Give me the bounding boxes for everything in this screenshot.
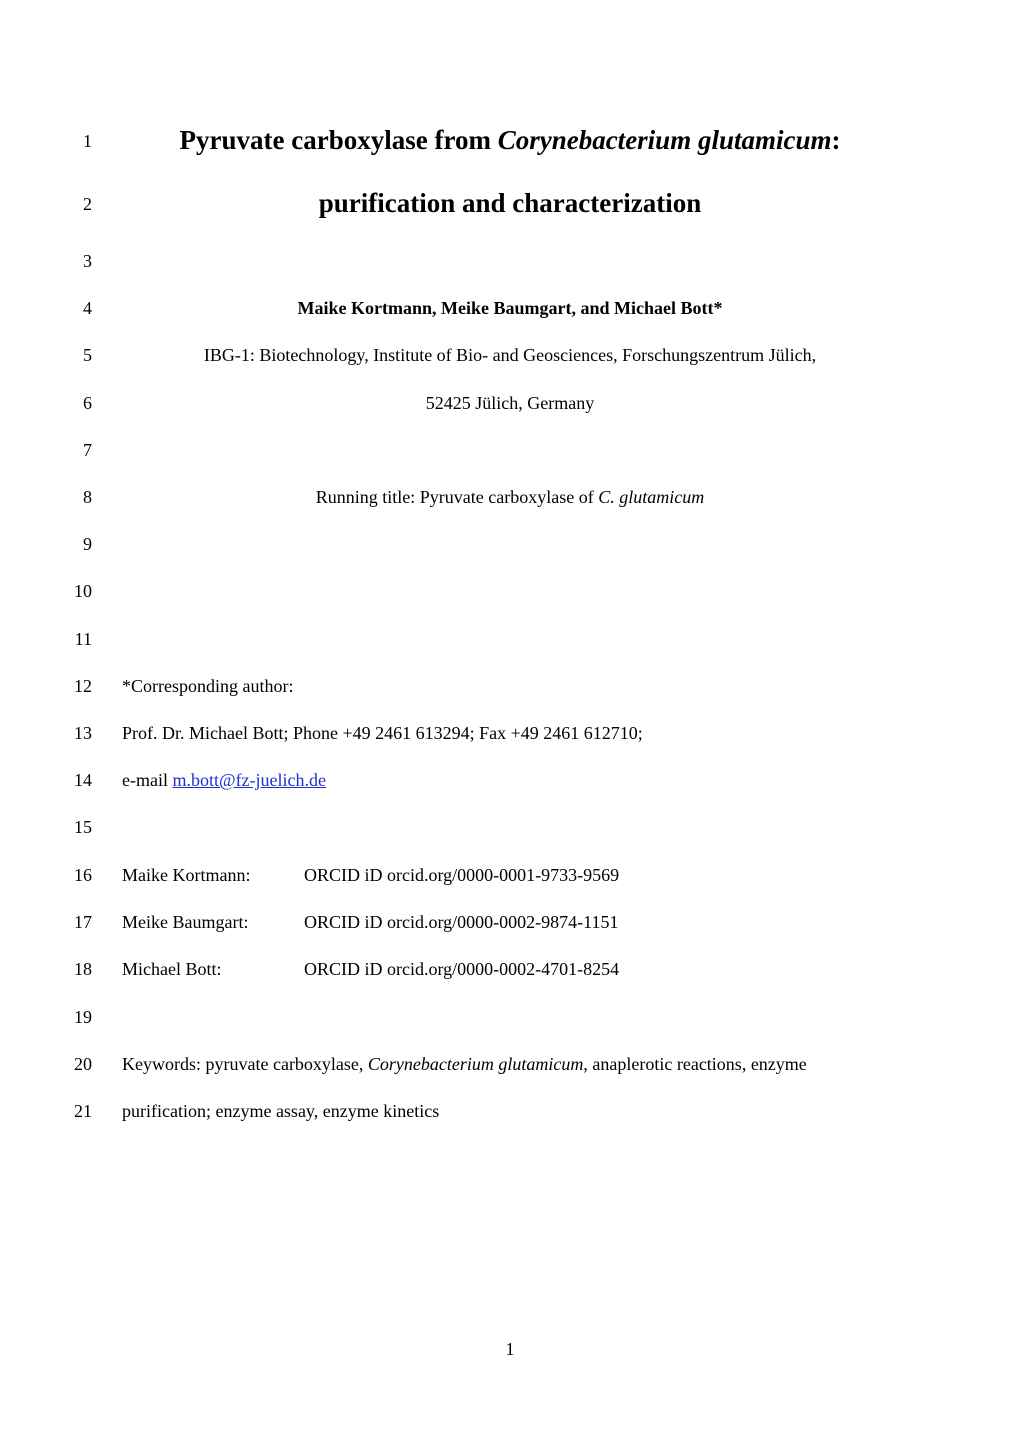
line-number: 11: [74, 629, 92, 649]
title-text: Pyruvate carboxylase from: [179, 125, 498, 155]
running-title: [122, 486, 898, 508]
authors: Maike Kortmann, Meike Baumgart, and Michael Bott*: [297, 298, 723, 318]
keywords-suffix: , anaplerotic reactions, enzyme: [583, 1054, 807, 1074]
line-number: 3: [83, 251, 92, 271]
keywords-species: Corynebacterium glutamicum: [367, 1054, 584, 1074]
title-line-2: purification and characterization: [318, 188, 702, 218]
line-number: 12: [74, 676, 92, 696]
line-number: 14: [74, 770, 92, 790]
title-line-1: [122, 124, 898, 156]
line-number: 2: [83, 194, 92, 214]
line-number: 1: [83, 131, 92, 151]
corresponding-heading: *Corresponding author:: [122, 676, 294, 696]
orcid-author-name: Maike Kortmann:: [122, 865, 251, 885]
orcid-author-name: Meike Baumgart:: [122, 912, 249, 932]
title-species: Corynebacterium glutamicum: [497, 125, 832, 155]
line-number: 8: [83, 487, 92, 507]
line-number: 21: [74, 1101, 92, 1121]
page-number: 1: [505, 1339, 515, 1359]
line-number: 17: [74, 912, 92, 932]
corresponding-email-line: [122, 769, 326, 791]
line-number: 15: [74, 817, 92, 837]
line-number: 16: [74, 865, 92, 885]
orcid-id: ORCID iD orcid.org/0000-0002-4701-8254: [304, 959, 620, 979]
title-colon: :: [831, 125, 841, 155]
line-number: 5: [83, 345, 92, 365]
keywords-prefix: Keywords: pyruvate carboxylase,: [122, 1054, 368, 1074]
line-number: 18: [74, 959, 92, 979]
affiliation-line-1: IBG-1: Biotechnology, Institute of Bio- and Geosciences, Forschungszentrum Jülich,: [203, 345, 817, 365]
orcid-id: ORCID iD orcid.org/0000-0002-9874-1151: [304, 912, 619, 932]
line-number: 9: [83, 534, 92, 554]
orcid-author-name: Michael Bott:: [122, 959, 222, 979]
affiliation-line-2: 52425 Jülich, Germany: [425, 393, 595, 413]
line-number: 7: [83, 440, 92, 460]
line-number: 19: [74, 1007, 92, 1027]
corresponding-contact: Prof. Dr. Michael Bott; Phone +49 2461 613294; Fax +49 2461 612710;: [122, 723, 643, 743]
running-title-species: C. glutamicum: [598, 487, 705, 507]
keywords-line-2: purification; enzyme assay, enzyme kinetics: [122, 1101, 440, 1121]
running-title-text: Running title: Pyruvate carboxylase of: [315, 487, 599, 507]
keywords-line-1: [122, 1053, 807, 1075]
line-number: 10: [74, 581, 92, 601]
orcid-id: ORCID iD orcid.org/0000-0001-9733-9569: [304, 865, 620, 885]
email-prefix: e-mail: [122, 770, 173, 790]
line-number: 20: [74, 1054, 92, 1074]
line-number: 6: [83, 393, 92, 413]
line-number: 4: [83, 298, 92, 318]
email-link[interactable]: m.bott@fz-juelich.de: [172, 770, 327, 790]
line-number: 13: [74, 723, 92, 743]
